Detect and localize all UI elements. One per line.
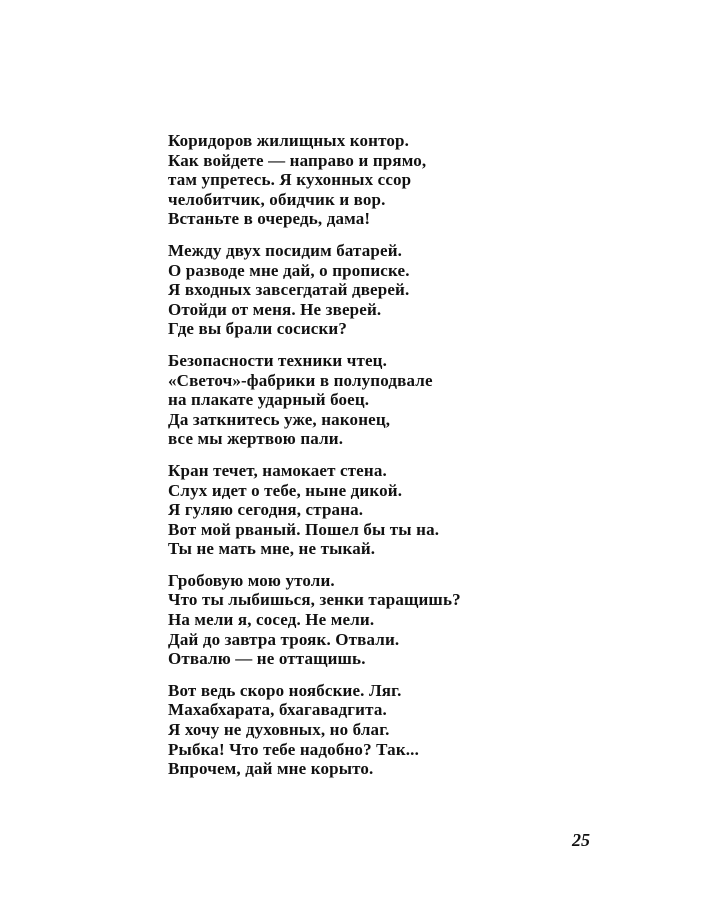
poem-line: Между двух посидим батарей. [168, 240, 403, 260]
stanza-2 [168, 241, 588, 339]
poem-line: челобитчик, обидчик и вор. [168, 189, 386, 209]
poem-line: Что ты лыбишься, зенки таращишь? [168, 590, 461, 610]
poem-body [168, 131, 588, 791]
stanza-1 [168, 131, 588, 229]
poem-line: Махабхарата, бхагавадгита. [168, 700, 387, 720]
poem-line: Слух идет о тебе, ныне дикой. [168, 480, 403, 500]
poem-line: на плакате ударный боец. [168, 390, 370, 410]
poem-line: Коридоров жилищных контор. [168, 131, 410, 150]
poem-line: Кран течет, намокает стена. [168, 460, 387, 480]
poem-line: Я хочу не духовных, но благ. [168, 720, 390, 740]
poem-line: Отвалю — не оттащишь. [168, 649, 366, 669]
poem-line: Где вы брали сосиски? [168, 319, 347, 339]
poem-line: Безопасности техники чтец. [168, 350, 388, 370]
poem-line: Дай до завтра трояк. Отвали. [168, 629, 400, 649]
poem-line: Ты не мать мне, не тыкай. [168, 539, 376, 559]
poem-line: Рыбка! Что тебе надобно? Так... [168, 739, 419, 759]
poem-line: Впрочем, дай мне корыто. [168, 759, 374, 779]
poem-line: Я входных завсегдатай дверей. [168, 280, 410, 300]
stanza-6 [168, 681, 588, 779]
poem-line: все мы жертвою пали. [168, 429, 344, 449]
poem-line: О разводе мне дай, о прописке. [168, 260, 410, 280]
poem-line: Я гуляю сегодня, страна. [168, 500, 364, 520]
poem-line: там упретесь. Я кухонных ссор [168, 170, 412, 190]
poem-line: «Светоч»-фабрики в полуподвале [168, 370, 433, 390]
poem-line: Гробовую мою утоли. [168, 570, 335, 590]
stanza-4 [168, 461, 588, 559]
poem-line: На мели я, сосед. Не мели. [168, 610, 375, 630]
poem-line: Отойди от меня. Не зверей. [168, 299, 382, 319]
poem-line: Встаньте в очередь, дама! [168, 209, 371, 229]
stanza-5 [168, 571, 588, 669]
stanza-3 [168, 351, 588, 449]
poem-line: Как войдете — направо и прямо, [168, 150, 427, 170]
poem-line: Да заткнитесь уже, наконец, [168, 409, 391, 429]
page-number: 25 [572, 830, 590, 850]
poem-line: Вот ведь скоро ноябские. Ляг. [168, 680, 402, 700]
poem-line: Вот мой рваный. Пошел бы ты на. [168, 519, 440, 539]
